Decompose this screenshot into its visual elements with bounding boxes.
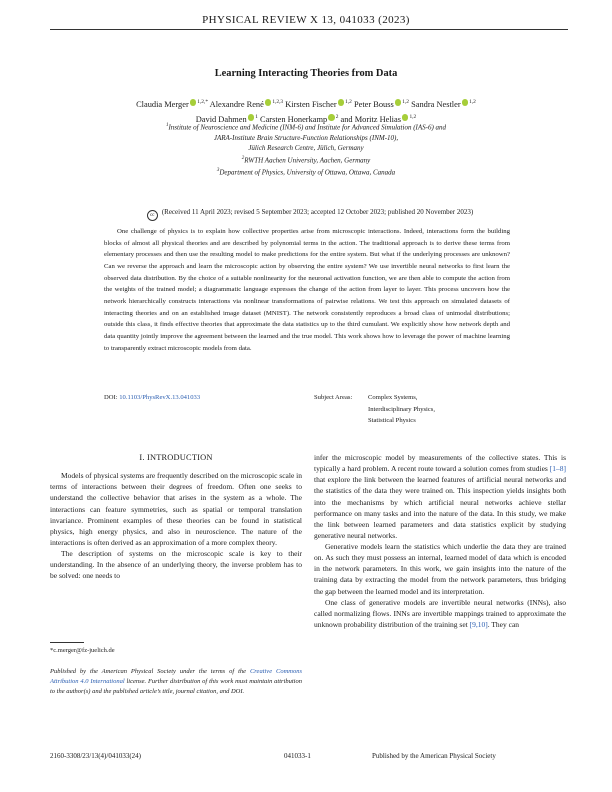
subject-areas-label: Subject Areas: — [314, 394, 353, 401]
footer-page-number: 041033-1 — [284, 752, 311, 760]
author — [411, 100, 476, 109]
intro-paragraph: The description of systems on the microscopic scale is key to their understanding. In the absence of an underlying theory, the inverse problem has to be solved: one needs to — [50, 549, 302, 581]
affiliation-number: 2 — [241, 155, 245, 161]
author-name: Sandra Nestler — [411, 99, 461, 109]
intro-paragraph — [314, 597, 566, 630]
author-affiliation-marker: 1,2,3 — [272, 99, 284, 105]
author-affiliation-marker: 1 — [255, 113, 258, 120]
author-name: Alexandre René — [209, 99, 264, 109]
affiliation-text: Department of Physics, University of Ottawa, Ottawa, Canada — [219, 167, 396, 176]
intro-paragraph — [314, 452, 566, 541]
author — [285, 100, 352, 109]
license-link[interactable]: Creative Commons Attribution 4.0 International — [50, 668, 302, 685]
doi-label: DOI: — [104, 394, 118, 401]
received-dates — [70, 208, 550, 221]
subject-area: Statistical Physics — [368, 417, 416, 424]
affiliation-text: Institute of Neuroscience and Medicine (INM-6) and Institute for Advanced Simulation (IAS-6) and — [168, 123, 447, 132]
section-heading-introduction: I. INTRODUCTION — [139, 453, 213, 462]
subject-areas-list — [368, 392, 435, 427]
paragraph-text: infer the microscopic model by measurements of the collective states. This is typically a hard problem. A recent route toward a solution comes from studies — [314, 453, 566, 474]
paragraph-text: One class of generative models are invertible neural networks (INNs), also called normalizing flows. INNs are invertible mappings trained to approximate the unknown probability distribution of the training set — [314, 597, 566, 629]
author-affiliation-marker: 1,2 — [402, 99, 409, 105]
header-rule — [50, 29, 568, 30]
affiliation-text: RWTH Aachen University, Aachen, Germany — [244, 156, 371, 165]
orcid-icon[interactable] — [328, 114, 335, 121]
author-name: Claudia Merger — [136, 99, 189, 109]
citation-link[interactable]: [9,10] — [469, 619, 488, 629]
paragraph-text: that explore the link between the learned features of artificial neural networks and the statistics of the data they were trained on. This inspection yields insights both into the mechanisms by which artificial neural networks achieve stellar performance on many tasks and into the nature of the data. In this study, we make the link between learned parameters and data statistics explicit by studying generative neural networks. — [314, 475, 566, 540]
affiliation — [100, 121, 512, 133]
received-text: (Received 11 April 2023; revised 5 September 2023; accepted 12 October 2023; published 20 November 2023) — [161, 208, 474, 216]
orcid-icon[interactable] — [248, 114, 255, 121]
affiliation — [100, 143, 512, 154]
orcid-icon[interactable] — [402, 114, 409, 121]
affiliation-number: 3 — [216, 167, 220, 173]
author — [136, 100, 208, 109]
author-affiliation-marker: 1,2 — [469, 99, 476, 105]
doi — [104, 392, 200, 404]
affiliation — [100, 166, 512, 178]
author-name: Moritz Helias — [354, 114, 401, 124]
left-column — [50, 452, 302, 581]
orcid-icon[interactable] — [190, 99, 197, 106]
orcid-icon[interactable] — [338, 99, 345, 106]
article-metadata — [104, 392, 510, 432]
orcid-icon[interactable] — [395, 99, 402, 106]
author — [210, 100, 283, 109]
author-affiliation-marker: 1,2 — [345, 99, 352, 105]
license-statement — [50, 667, 302, 697]
right-column — [314, 452, 566, 630]
footer-issn: 2160-3308/23/13(4)/041033(24) — [50, 752, 141, 760]
orcid-icon[interactable] — [462, 99, 469, 106]
affiliation — [100, 154, 512, 166]
intro-paragraph: Models of physical systems are frequently described on the microscopic scale in terms of interactions between their degrees of freedom. Often one seeks to understand the collective behavior that arises in the system as a whole. The interactions can feature symmetries, such as spatial or temporal translation invariance. Prominent examples of these theories can be found in statistical physics, high energy physics, and also in neuroscience. The nature of the interactions is often derived as an approximation of a more complex theory. — [50, 471, 302, 547]
affiliation-number: 1 — [165, 123, 169, 128]
author-affiliation-marker: 2 — [335, 113, 339, 120]
paragraph-text: . They can — [487, 619, 520, 629]
subject-area: Complex Systems, — [368, 394, 418, 401]
affiliation-list — [100, 121, 512, 177]
doi-link[interactable]: 10.1103/PhysRevX.13.041033 — [119, 394, 201, 401]
author-affiliation-marker: 1,2,* — [197, 99, 209, 105]
corresponding-author-footnote: *c.merger@fz-juelich.de — [50, 647, 115, 654]
author-name: Peter Bouss — [353, 99, 394, 109]
citation-link[interactable]: [1–8] — [549, 464, 566, 474]
orcid-icon[interactable] — [265, 99, 272, 106]
affiliation-text: JARA-Institute Brain Structure-Function Relationships (INM-10), — [213, 133, 399, 142]
author: and Moritz Helias $^{1,2}$ — [340, 113, 417, 124]
footer-publisher: Published by the American Physical Society — [372, 752, 496, 760]
journal-header: PHYSICAL REVIEW X 13, 041033 (2023) — [202, 14, 410, 26]
author — [354, 100, 409, 109]
license-text: license. Further distribution of this work must maintain attribution to the author(s) and the published article’s title, journal citation, and DOI. — [50, 678, 302, 695]
affiliation-text: Jülich Research Centre, Jülich, Germany — [248, 144, 364, 153]
author-affiliation-marker: 1,2 — [409, 113, 417, 120]
subject-area: Interdisciplinary Physics, — [368, 405, 436, 413]
author-name: Kirsten Fischer — [285, 99, 337, 109]
intro-paragraph: Generative models learn the statistics which underlie the data they are trained on. As such they must possess an internal, learned model of data which is encoded in the network parameters. In this work, we gain insights into the nature of the training data by extracting the model from the network parameters, thus bridging the gap between the learned model and its interpretation. — [314, 542, 566, 596]
author-name: David Dahmen — [195, 114, 247, 124]
footnote-rule — [50, 642, 84, 643]
article-title: Learning Interacting Theories from Data — [214, 68, 398, 79]
abstract: One challenge of physics is to explain how collective properties arise from microscopic interactions. Indeed, interactions form the building blocks of almost all physical theories and are described by polynomial terms in the action. The traditional approach is to derive these terms from elementary processes and then use the resulting model to make predictions for the entire system. But what if the underlying processes are unknown? Can we reverse the approach and learn the microscopic action by observing the entire system? We use invertible neural networks to first learn the observed data distribution. By the choice of a suitable nonlinearity for the neuronal activation function, we are then able to compute the action from the weights of the trained model; a diagrammatic language expresses the change of the action from layer to layer. This process uncovers how the network hierarchically constructs interactions via nonlinear transformations of pairwise relations. We test this approach on simulated datasets of interacting theories and on an established image dataset (MNIST). The network consistently reproduces a broad class of unimodal distributions; outside this class, it finds effective theories that approximate the data statistics up to the third cumulant. We explicitly show how network depth and data quantity jointly improve the agreement between the learned and the true model. This work shows how to leverage the power of machine learning to transparently extract microscopic models from data. — [104, 228, 510, 352]
open-access-icon[interactable]: cc — [147, 210, 158, 221]
affiliation — [100, 133, 512, 144]
author-name: Carsten Honerkamp — [259, 114, 328, 124]
license-text: Published by the American Physical Society under the terms of the — [50, 668, 250, 675]
